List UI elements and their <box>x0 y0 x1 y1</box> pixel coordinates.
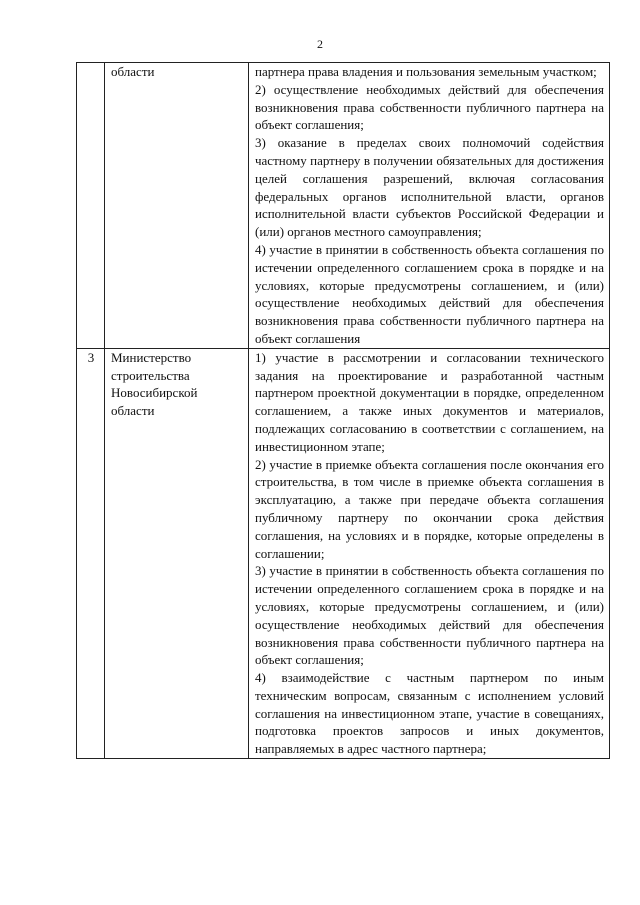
duty-item: 1) участие в рассмотрении и согласовании технического задания на проектирование и разработанной частным партнером проектной документации в порядке, определенном соглашением, а также иных документов и материалов, подлежащих согласованию в соответствии с соглашением, на инвестиционном этапе; <box>255 349 604 454</box>
duties-cell <box>249 348 610 758</box>
duties-cell <box>249 63 610 349</box>
table-row <box>77 348 610 758</box>
duty-item: 4) участие в принятии в собственность объекта соглашения по истечении определенного соглашением срока в порядке и на условиях, которые предусмотрены соглашением, и (или) осуществление необходимых действий для обеспечения возникновения права собственности публичного партнера на объект соглашения <box>255 241 604 346</box>
organization-name: области <box>105 63 249 349</box>
duty-item: 4) взаимодействие с частным партнером по иным техническим вопросам, связанным с исполнением условий соглашения на инвестиционном этапе, участие в совещаниях, подготовка проектов запросов и иных документов, направляемых в адрес частного партнера; <box>255 670 604 757</box>
table-row <box>77 63 610 349</box>
organization-name: Министерство строительства Новосибирской области <box>105 348 249 758</box>
duty-item: 2) осуществление необходимых действий для обеспечения возникновения права собственности публичного партнера на объект соглашения; <box>255 81 604 133</box>
duty-item: 2) участие в приемке объекта соглашения после окончания его строительства, в том числе в приемке объекта соглашения в эксплуатацию, а также при передаче объекта соглашения публичному партнеру по окончании срока действия соглашения, на условиях и в порядке, которые определены в соглашении; <box>255 456 604 561</box>
responsibilities-table <box>76 62 610 759</box>
row-number <box>77 63 105 349</box>
duty-item: партнера права владения и пользования земельным участком; <box>255 64 597 79</box>
row-number: 3 <box>77 348 105 758</box>
page-number: 2 <box>317 37 323 51</box>
duty-item: 3) оказание в пределах своих полномочий содействия частному партнеру в получении обязательных для достижения целей соглашения разрешений, включая согласования федеральных органов исполнительной власти, органов исполнительной власти субъектов Российской Федерации и (или) органов местного самоуправления; <box>255 135 604 240</box>
duty-item: 3) участие в принятии в собственность объекта соглашения по истечении определенного соглашением срока в порядке и на условиях, которые предусмотрены соглашением, и (или) осуществление необходимых действий для обеспечения возникновения права собственности публичного партнера на объект соглашения; <box>255 563 604 668</box>
